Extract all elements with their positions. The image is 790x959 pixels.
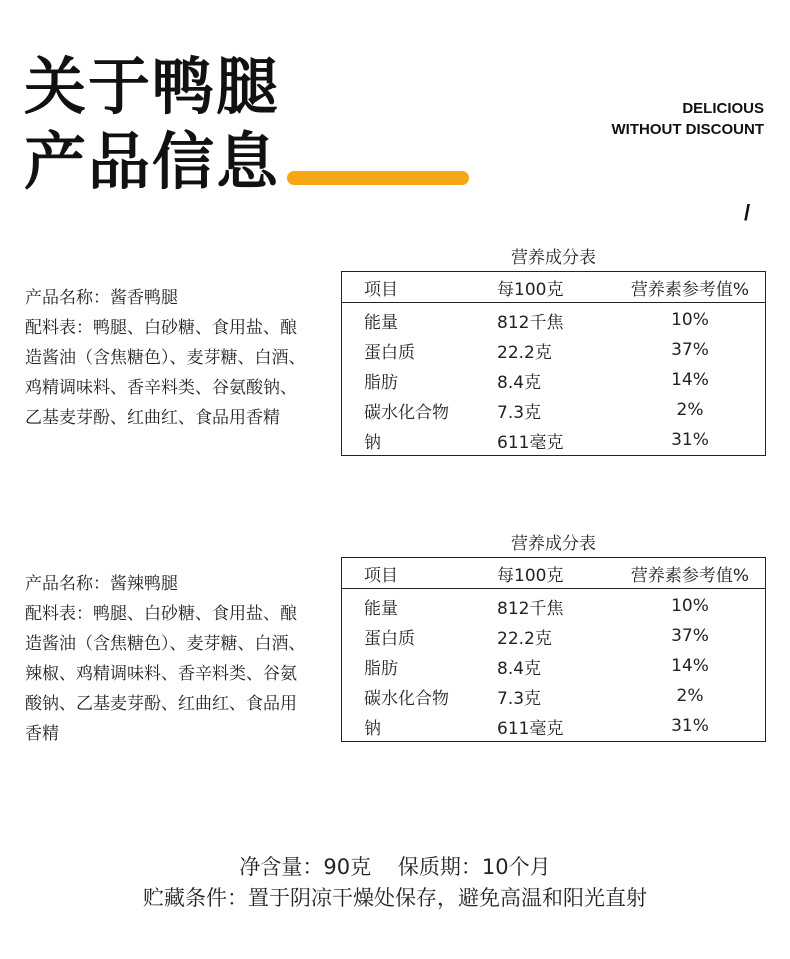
ingredients-line: 辣椒、鸡精调味料、香辛料类、谷氨 xyxy=(25,664,297,684)
cell-nrv: 37% xyxy=(671,340,709,360)
cell-amount: 8.4克 xyxy=(497,658,542,679)
cell-amount: 7.3克 xyxy=(497,402,542,423)
cell-item: 碳水化合物 xyxy=(364,688,449,709)
header-per-100g: 每100克 xyxy=(497,565,564,586)
product-info-1 xyxy=(25,283,330,433)
table-row xyxy=(342,395,765,425)
ingredients-line: 造酱油（含焦糖色）、麦芽糖、白酒、 xyxy=(25,348,306,368)
table-row xyxy=(342,651,765,681)
cell-item: 脂肪 xyxy=(364,372,398,393)
cell-amount: 8.4克 xyxy=(497,372,542,393)
ingredients-line: 乙基麦芽酚、红曲红、食品用香精 xyxy=(25,408,280,428)
cell-amount: 611毫克 xyxy=(497,432,564,453)
cell-item: 能量 xyxy=(364,312,398,333)
header-item: 项目 xyxy=(364,565,398,586)
table-row xyxy=(342,591,765,621)
cell-amount: 22.2克 xyxy=(497,628,552,649)
cell-item: 脂肪 xyxy=(364,658,398,679)
ingredients-line: 香精 xyxy=(25,724,59,744)
table-row xyxy=(342,681,765,711)
header-item: 项目 xyxy=(364,279,398,300)
cell-nrv: 10% xyxy=(671,596,709,616)
ingredients-line: 造酱油（含焦糖色）、麦芽糖、白酒、 xyxy=(25,634,306,654)
cell-nrv: 37% xyxy=(671,626,709,646)
ingredients-line: 配料表：鸭腿、白砂糖、食用盐、酿 xyxy=(25,318,297,338)
ingredients-line: 鸡精调味料、香辛料类、谷氨酸钠、 xyxy=(25,378,297,398)
nutrition-table-1 xyxy=(341,271,766,456)
table-row xyxy=(342,711,765,741)
ingredients-line: 酸钠、乙基麦芽酚、红曲红、食品用 xyxy=(25,694,297,714)
table-header-row xyxy=(342,558,765,589)
cell-nrv: 31% xyxy=(671,716,709,736)
table-caption: 营养成分表 xyxy=(511,248,596,268)
cell-amount: 22.2克 xyxy=(497,342,552,363)
nutrition-table-2 xyxy=(341,557,766,742)
cell-nrv: 31% xyxy=(671,430,709,450)
storage-conditions: 贮藏条件：置于阴凉干燥处保存，避免高温和阳光直射 xyxy=(143,886,647,910)
cell-amount: 812千焦 xyxy=(497,598,564,619)
cell-nrv: 10% xyxy=(671,310,709,330)
cell-item: 能量 xyxy=(364,598,398,619)
table-row xyxy=(342,335,765,365)
cell-nrv: 14% xyxy=(671,656,709,676)
ingredients-line: 配料表：鸭腿、白砂糖、食用盐、酿 xyxy=(25,604,297,624)
table-header-row xyxy=(342,272,765,303)
table-row xyxy=(342,365,765,395)
product-name: 产品名称：酱香鸭腿 xyxy=(25,288,178,308)
tagline-line-2: WITHOUT DISCOUNT xyxy=(611,121,764,138)
header-nrv: 营养素参考值% xyxy=(630,565,750,586)
title-line-2: 产品信息 xyxy=(24,125,281,198)
title-line-1: 关于鸭腿 xyxy=(24,50,281,123)
net-weight-shelf-life: 净含量：90克 保质期：10个月 xyxy=(239,855,551,879)
header-nrv: 营养素参考值% xyxy=(630,279,750,300)
table-caption: 营养成分表 xyxy=(511,534,596,554)
product-info-2 xyxy=(25,569,330,749)
header-per-100g: 每100克 xyxy=(497,279,564,300)
cell-nrv: 2% xyxy=(676,686,704,706)
cell-item: 蛋白质 xyxy=(364,628,415,649)
cell-amount: 812千焦 xyxy=(497,312,564,333)
cell-nrv: 14% xyxy=(671,370,709,390)
cell-item: 蛋白质 xyxy=(364,342,415,363)
accent-bar xyxy=(287,171,469,185)
cell-nrv: 2% xyxy=(676,400,704,420)
cell-item: 钠 xyxy=(364,718,381,739)
tagline-line-1: DELICIOUS xyxy=(682,100,764,117)
cell-amount: 611毫克 xyxy=(497,718,564,739)
table-row xyxy=(342,425,765,455)
table-row xyxy=(342,305,765,335)
cell-item: 碳水化合物 xyxy=(364,402,449,423)
slash-mark: / xyxy=(744,200,751,225)
table-row xyxy=(342,621,765,651)
cell-item: 钠 xyxy=(364,432,381,453)
product-name: 产品名称：酱辣鸭腿 xyxy=(25,574,178,594)
cell-amount: 7.3克 xyxy=(497,688,542,709)
